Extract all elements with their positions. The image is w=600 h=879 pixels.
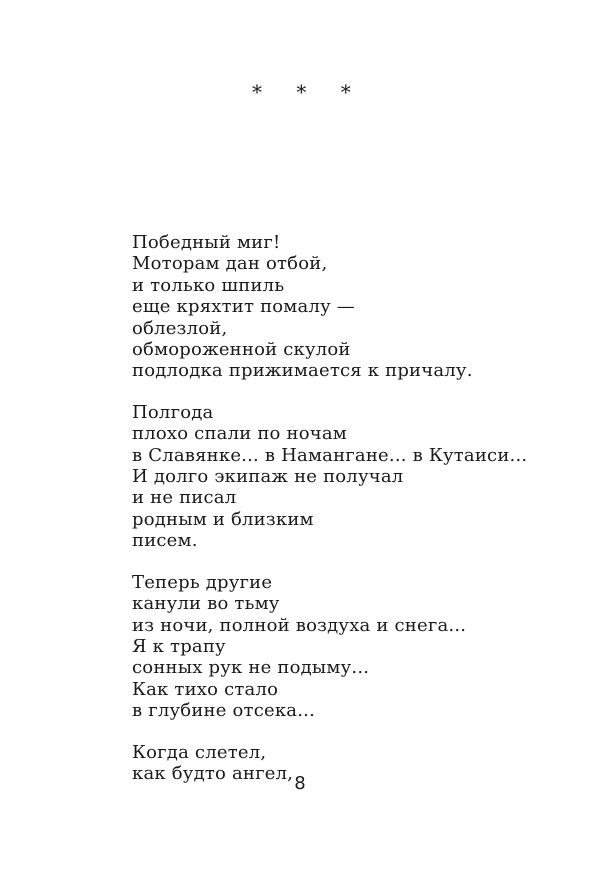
poem-line: еще кряхтит помалу — (132, 296, 355, 318)
poem-line: облезлой, (132, 317, 228, 339)
poem-line: сонных рук не подыму... (132, 657, 370, 679)
page-number: 8 (294, 773, 306, 794)
poem-line: Моторам дан отбой, (132, 253, 328, 275)
poem-line: и только шпиль (132, 274, 285, 296)
poem-line: И долго экипаж не получал (132, 466, 404, 488)
poem-line: подлодка прижимается к причалу. (132, 360, 473, 382)
poem-line: писем. (132, 530, 198, 552)
poem-line: плохо спали по ночам (132, 423, 347, 445)
poem-line: и не писал (132, 487, 237, 509)
stanza-1 (132, 232, 572, 382)
poem-line: родным и близким (132, 508, 314, 530)
poem-line: в глубине отсека... (132, 700, 315, 722)
poem-line: из ночи, полной воздуха и снега... (132, 614, 467, 636)
stanza-2 (132, 402, 572, 552)
poem-line: в Славянке... в Намангане... в Кутаиси... (132, 444, 528, 466)
poem-body (132, 232, 572, 784)
section-ornament: * * * (252, 80, 365, 104)
stanza-4 (132, 742, 572, 785)
stanza-3 (132, 572, 572, 722)
poem-line: Теперь другие (132, 571, 273, 593)
poem-line: обмороженной скулой (132, 339, 351, 361)
poem-line: Победный миг! (132, 232, 281, 253)
poem-line: Я к трапу (132, 635, 226, 657)
poem-line: Как тихо стало (132, 678, 279, 700)
poem-line: канули во тьму (132, 593, 280, 615)
poem-line: Полгода (132, 401, 214, 423)
poem-line: Когда слетел, (132, 741, 267, 763)
poem-line: как будто ангел, (132, 762, 294, 784)
